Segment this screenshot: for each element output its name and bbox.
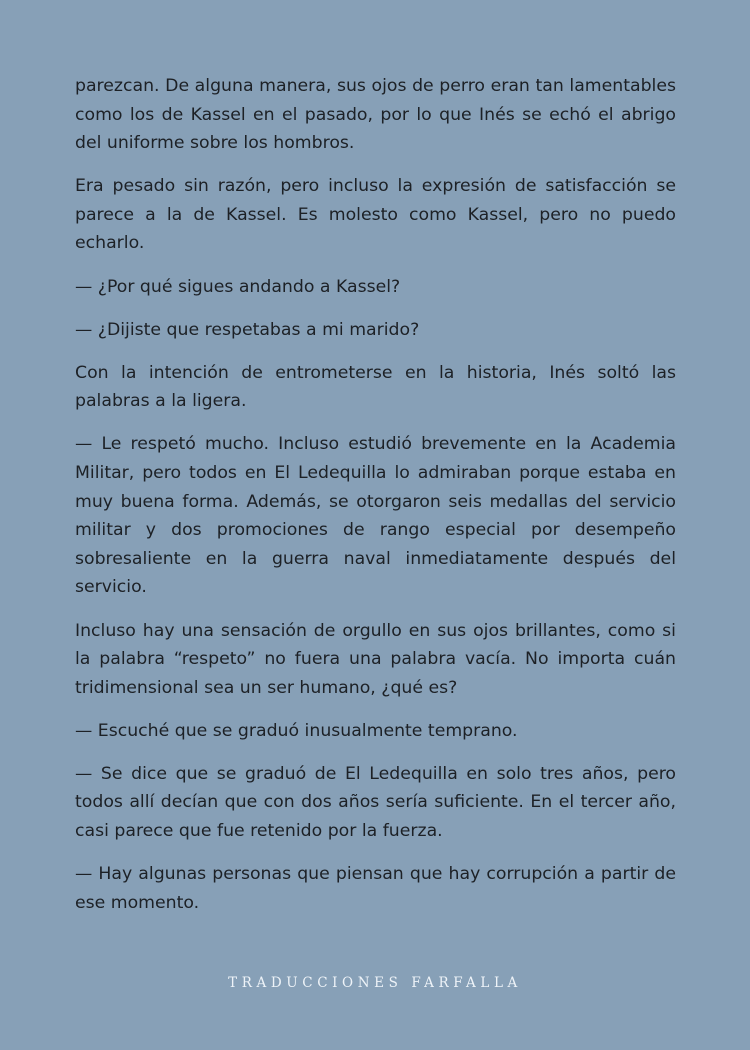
dialogue-line: — ¿Por qué sigues andando a Kassel? bbox=[75, 276, 401, 297]
dialogue-line: — Le respetó mucho. Incluso estudió brevemente en la Academia Militar, pero todos en El Ledequilla lo admiraban porque estaba en muy buena forma. Además, se otorgaron seis medallas del servicio militar y dos promociones de rango especial por desempeño sobresaliente en la guerra naval inmediatamente después del servicio. bbox=[75, 434, 676, 598]
footer-credit: TRADUCCIONES FARFALLA bbox=[228, 975, 522, 991]
dialogue-line: — Se dice que se graduó de El Ledequilla en solo tres años, pero todos allí decían que con dos años sería suficiente. En el tercer año, casi parece que fue retenido por la fuerza. bbox=[75, 763, 676, 842]
paragraph: Incluso hay una sensación de orgullo en sus ojos brillantes, como si la palabra “respeto” no fuera una palabra vacía. No importa cuán tridimensional sea un ser humano, ¿qué es? bbox=[75, 620, 676, 698]
page-body bbox=[75, 72, 676, 932]
dialogue-line: — Hay algunas personas que piensan que hay corrupción a partir de ese momento. bbox=[75, 864, 676, 913]
dialogue-line: — Escuché que se graduó inusualmente temprano. bbox=[75, 720, 518, 741]
dialogue-line: — ¿Dijiste que respetabas a mi marido? bbox=[75, 319, 420, 340]
paragraph: Era pesado sin razón, pero incluso la expresión de satisfacción se parece a la de Kassel. Es molesto como Kassel, pero no puedo echarlo. bbox=[75, 176, 676, 254]
paragraph: Con la intención de entrometerse en la historia, Inés soltó las palabras a la ligera. bbox=[75, 362, 676, 412]
paragraph: parezcan. De alguna manera, sus ojos de perro eran tan lamentables como los de Kassel en el pasado, por lo que Inés se echó el abrigo del uniforme sobre los hombros. bbox=[75, 76, 676, 154]
